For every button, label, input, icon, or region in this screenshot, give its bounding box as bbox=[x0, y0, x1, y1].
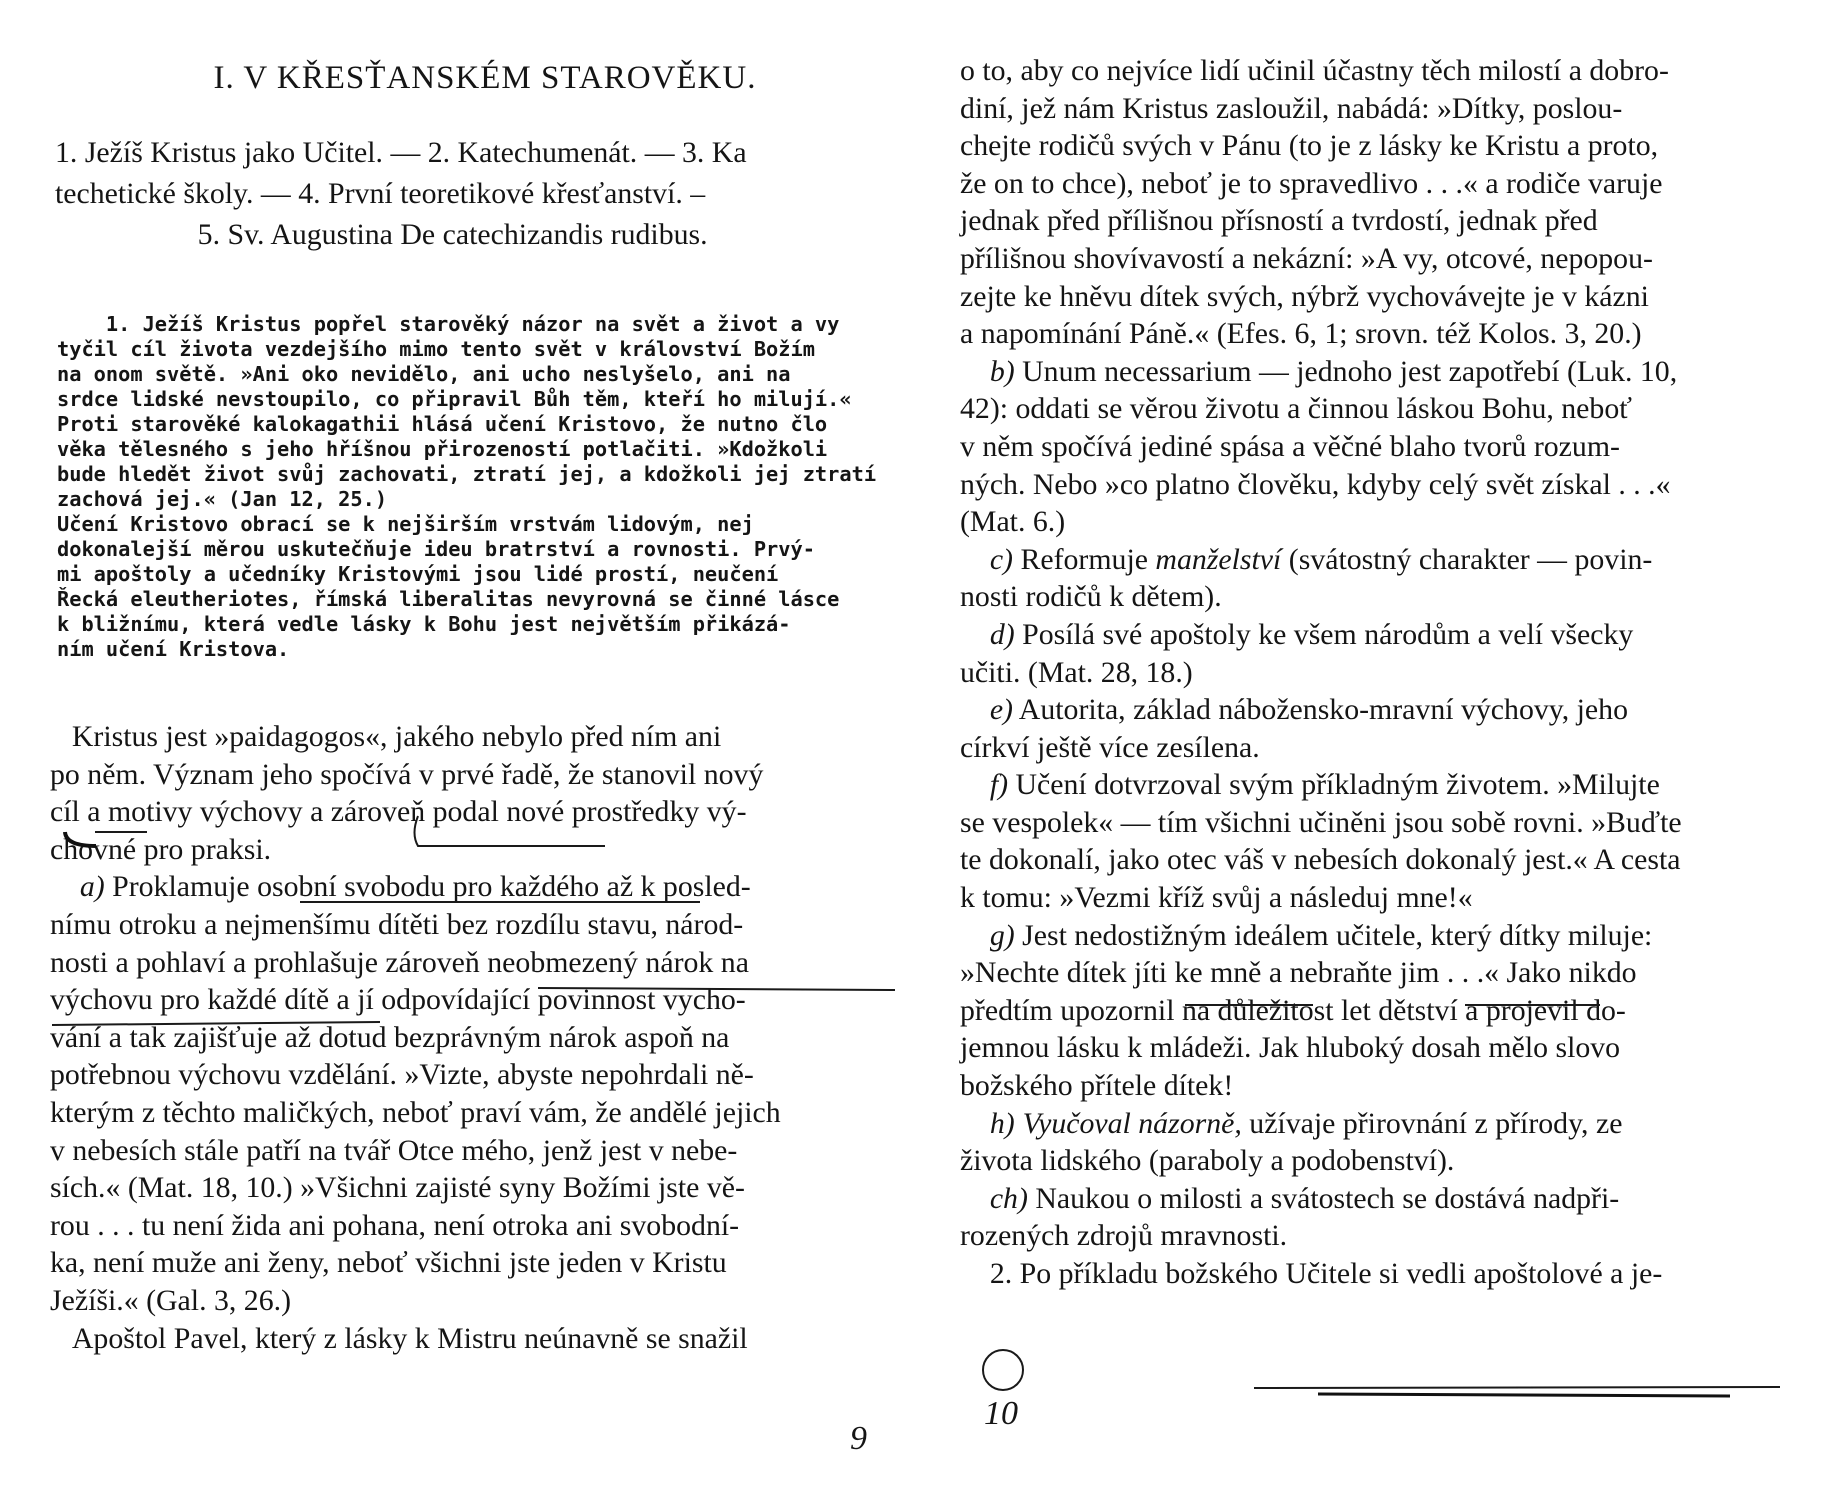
line-text: výchovu pro každé dítě a jí odpovídající povinnost vycho- bbox=[50, 983, 746, 1017]
line-text: ných. Nebo »co platno člověku, kdyby celý svět získal . . .« bbox=[960, 467, 1671, 501]
body-line bbox=[960, 240, 1795, 278]
line-text: vání a tak zajišťuje až dotud bezprávným nárok aspoň na bbox=[50, 1020, 730, 1054]
body-line bbox=[960, 1180, 1795, 1218]
chapter-contents bbox=[55, 132, 900, 255]
contents-line: techetické školy. — 4. První teoretikové křesťanství. – bbox=[55, 177, 706, 210]
body-line bbox=[960, 1067, 1795, 1105]
body-line bbox=[50, 906, 895, 944]
body-line bbox=[50, 1320, 895, 1358]
line-text: potřebnou výchovu vzdělání. »Vizte, abyste nepohrdali ně- bbox=[50, 1058, 754, 1092]
line-text: kterým z těchto maličkých, neboť praví vám, že andělé jejich bbox=[50, 1095, 781, 1129]
summary-line: Učení Kristovo obrací se k nejširším vrstvám lidovým, nej bbox=[57, 512, 754, 536]
right-page bbox=[930, 0, 1830, 1500]
contents-line: 5. Sv. Augustina De catechizandis rudibus. bbox=[197, 218, 708, 251]
body-line bbox=[960, 1029, 1795, 1067]
body-line bbox=[960, 541, 1795, 579]
right-body-text bbox=[960, 52, 1800, 1293]
body-line bbox=[960, 766, 1795, 804]
page-number: 10 bbox=[984, 1395, 1018, 1432]
body-line bbox=[960, 1105, 1795, 1143]
body-line bbox=[50, 944, 895, 982]
line-text: po něm. Význam jeho spočívá v prvé řadě, že stanovil nový bbox=[50, 757, 764, 791]
body-line bbox=[50, 831, 895, 869]
item-label: ch) bbox=[989, 1181, 1028, 1215]
line-text-tail: užívaje přirovnání z přírody, ze bbox=[1241, 1106, 1623, 1140]
body-line bbox=[50, 1282, 895, 1320]
summary-line: mi apoštoly a učedníky Kristovými jsou lidé prostí, neučení bbox=[57, 562, 779, 586]
body-line bbox=[960, 879, 1795, 917]
summary-line: k bližnímu, která vedle lásky k Bohu jest největším přikázá- bbox=[57, 612, 791, 636]
left-page bbox=[0, 0, 900, 1500]
line-text: chejte rodičů svých v Pánu (to je z lásky ke Kristu a proto, bbox=[960, 129, 1659, 163]
line-text: cíl a motivy výchovy a zároveň podal nové prostředky vý- bbox=[50, 795, 747, 829]
line-text: Posílá své apoštoly ke všem národům a velí všecky bbox=[1014, 617, 1634, 651]
body-line bbox=[960, 578, 1795, 616]
line-text: te dokonalí, jako otec váš v nebesích dokonalý jest.« A cesta bbox=[960, 843, 1681, 877]
line-text: k tomu: »Vezmi kříž svůj a následuj mne!« bbox=[960, 881, 1473, 915]
line-text: církví ještě více zesílena. bbox=[960, 730, 1260, 764]
summary-line: na onom světě. »Ani oko nevidělo, ani ucho neslyšelo, ani na bbox=[57, 362, 791, 386]
line-text: nosti rodičů k dětem). bbox=[960, 580, 1222, 614]
line-text: Kristus jest »paidagogos«, jakého nebylo před ním ani bbox=[71, 720, 722, 753]
line-text: o to, aby co nejvíce lidí učinil účastny těch milostí a dobro- bbox=[960, 54, 1669, 87]
body-line bbox=[960, 127, 1795, 165]
line-text: Naukou o milosti a svátostech se dostává nadpři- bbox=[1027, 1181, 1620, 1215]
summary-line: ním učení Kristova. bbox=[57, 637, 290, 661]
line-text: učiti. (Mat. 28, 18.) bbox=[960, 655, 1193, 689]
line-text: a napomínání Páně.« (Efes. 6, 1; srovn. též Kolos. 3, 20.) bbox=[960, 317, 1642, 351]
body-line bbox=[50, 1207, 895, 1245]
body-line bbox=[960, 165, 1795, 203]
emphasis-text: manželství bbox=[1155, 542, 1282, 576]
line-text: že on to chce), neboť je to spravedlivo . . .« a rodiče varuje bbox=[960, 166, 1663, 200]
section-summary bbox=[57, 312, 900, 662]
body-line bbox=[960, 954, 1795, 992]
line-text: 42): oddati se věrou životu a činnou láskou Bohu, neboť bbox=[960, 392, 1632, 426]
summary-line: bude hledět život svůj zachovati, ztratí jej, a kdožkoli jej ztratí bbox=[57, 462, 877, 486]
page-number: 9 bbox=[850, 1420, 867, 1457]
line-text: božského přítele dítek! bbox=[960, 1069, 1234, 1103]
summary-line: srdce lidské nevstoupilo, co připravil Bůh těm, kteří ho milují.« bbox=[57, 387, 852, 411]
line-text: jemnou lásku k mládeži. Jak hluboký dosah mělo slovo bbox=[960, 1031, 1621, 1065]
body-line bbox=[50, 1169, 895, 1207]
line-text: »Nechte dítek jíti ke mně a nebraňte jim . . .« Jako nikdo bbox=[960, 956, 1637, 990]
line-text: se vespolek« — tím všichni učiněni jsou sobě rovni. »Buďte bbox=[960, 805, 1682, 839]
body-line bbox=[960, 729, 1795, 767]
line-text: nímu otroku a nejmenšímu dítěti bez rozdílu stavu, národ- bbox=[50, 907, 744, 941]
item-label: f) bbox=[989, 768, 1009, 802]
body-line bbox=[960, 315, 1795, 353]
body-line bbox=[960, 390, 1795, 428]
line-text: Jest nedostižným ideálem učitele, který dítky miluje: bbox=[1014, 918, 1653, 952]
body-line bbox=[50, 981, 895, 1019]
body-line bbox=[50, 793, 895, 831]
body-line bbox=[960, 917, 1795, 955]
line-text: ka, není muže ani ženy, neboť všichni jste jeden v Kristu bbox=[50, 1246, 727, 1280]
line-text-tail: (svátostný charakter — povin- bbox=[1281, 542, 1653, 576]
line-text: předtím upozornil na důležitost let dětství a projevil do- bbox=[960, 993, 1626, 1027]
line-text: (Mat. 6.) bbox=[960, 505, 1066, 539]
line-text: nosti a pohlaví a prohlašuje zároveň neobmezený nárok na bbox=[50, 945, 749, 979]
line-text: rozených zdrojů mravnosti. bbox=[960, 1219, 1288, 1253]
body-line bbox=[960, 353, 1795, 391]
line-text: jednak před přílišnou přísností a tvrdostí, jednak před bbox=[960, 204, 1598, 238]
left-body-text bbox=[50, 718, 900, 1357]
body-line bbox=[960, 992, 1795, 1030]
body-line bbox=[960, 654, 1795, 692]
summary-line: zachová jej.« (Jan 12, 25.) bbox=[57, 487, 388, 511]
item-label: g) bbox=[989, 918, 1015, 952]
summary-line: dokonalejší měrou uskutečňuje ideu bratrství a rovnosti. Prvý- bbox=[57, 537, 815, 561]
line-text: sích.« (Mat. 18, 10.) »Všichni zajisté syny Božími jste vě- bbox=[50, 1171, 745, 1205]
item-label: b) bbox=[989, 354, 1015, 388]
summary-line: Řecká eleutheriotes, římská liberalitas nevyrovná se činné lásce bbox=[57, 587, 840, 611]
item-label: a) bbox=[79, 870, 105, 904]
line-text: 2. Po příkladu božského Učitele si vedli apoštolové a je- bbox=[989, 1257, 1663, 1290]
body-line bbox=[960, 52, 1795, 90]
line-text: v nebesích stále patří na tvář Otce mého, jenž jest v nebe- bbox=[50, 1133, 738, 1167]
body-line bbox=[50, 756, 895, 794]
body-line bbox=[960, 503, 1795, 541]
item-label: c) bbox=[989, 542, 1013, 576]
body-line bbox=[960, 466, 1795, 504]
line-text: přílišnou shovívavostí a nekázní: »A vy, otcové, nepopou- bbox=[960, 241, 1653, 275]
line-text: Unum necessarium — jednoho jest zapotřebí (Luk. 10, bbox=[1014, 354, 1678, 388]
body-line bbox=[50, 718, 895, 756]
body-line bbox=[50, 868, 895, 906]
item-label: h) bbox=[989, 1106, 1015, 1140]
line-text: chovné pro praksi. bbox=[50, 832, 272, 866]
body-line bbox=[960, 616, 1795, 654]
body-line bbox=[50, 1132, 895, 1170]
contents-line: 1. Ježíš Kristus jako Učitel. — 2. Katechumenát. — 3. Ka bbox=[55, 136, 747, 169]
chapter-title: I. V KŘESŤANSKÉM STAROVĚKU. bbox=[213, 60, 757, 96]
line-text: Proklamuje osobní svobodu pro každého až k posled- bbox=[104, 870, 751, 904]
body-line bbox=[960, 841, 1795, 879]
body-line bbox=[50, 1019, 895, 1057]
item-label: e) bbox=[989, 693, 1013, 727]
body-line bbox=[960, 90, 1795, 128]
item-label: d) bbox=[989, 617, 1015, 651]
line-text: zejte ke hněvu dítek svých, nýbrž vychovávejte je v kázni bbox=[960, 279, 1649, 313]
body-line bbox=[960, 1142, 1795, 1180]
body-line bbox=[50, 1094, 895, 1132]
body-line bbox=[960, 1255, 1795, 1293]
body-line bbox=[960, 1217, 1795, 1255]
body-line bbox=[50, 1056, 895, 1094]
summary-line: věka tělesného s jeho hříšnou přirozeností potlačiti. »Kdožkoli bbox=[57, 437, 828, 461]
line-text: v něm spočívá jediné spása a věčné blaho tvorů rozum- bbox=[960, 429, 1620, 463]
line-text: Apoštol Pavel, který z lásky k Mistru neúnavně se snažil bbox=[71, 1321, 748, 1355]
line-text: Ježíši.« (Gal. 3, 26.) bbox=[50, 1283, 292, 1317]
body-line bbox=[960, 428, 1795, 466]
line-text: Autorita, základ nábožensko-mravní výchovy, jeho bbox=[1012, 693, 1628, 727]
line-text: Reformuje bbox=[1012, 542, 1156, 576]
line-text: Učení dotvrzoval svým příkladným životem. »Milujte bbox=[1008, 768, 1660, 802]
summary-line: Proti starověké kalokagathii hlásá učení Kristovo, že nutno člo bbox=[57, 412, 828, 436]
body-line bbox=[960, 691, 1795, 729]
emphasis-text: Vyučoval názorně, bbox=[1022, 1106, 1242, 1140]
line-text: života lidského (paraboly a podobenství). bbox=[960, 1144, 1455, 1178]
line-text: rou . . . tu není žida ani pohana, není otroka ani svobodní- bbox=[50, 1208, 740, 1242]
body-line bbox=[50, 1244, 895, 1282]
summary-line: 1. Ježíš Kristus popřel starověký názor na svět a život a vy bbox=[57, 312, 840, 336]
body-line bbox=[960, 804, 1795, 842]
summary-line: tyčil cíl života vezdejšího mimo tento svět v království Božím bbox=[57, 337, 815, 361]
line-text: diní, jež nám Kristus zasloužil, nabádá: »Dítky, poslou- bbox=[960, 91, 1623, 125]
body-line bbox=[960, 202, 1795, 240]
body-line bbox=[960, 278, 1795, 316]
